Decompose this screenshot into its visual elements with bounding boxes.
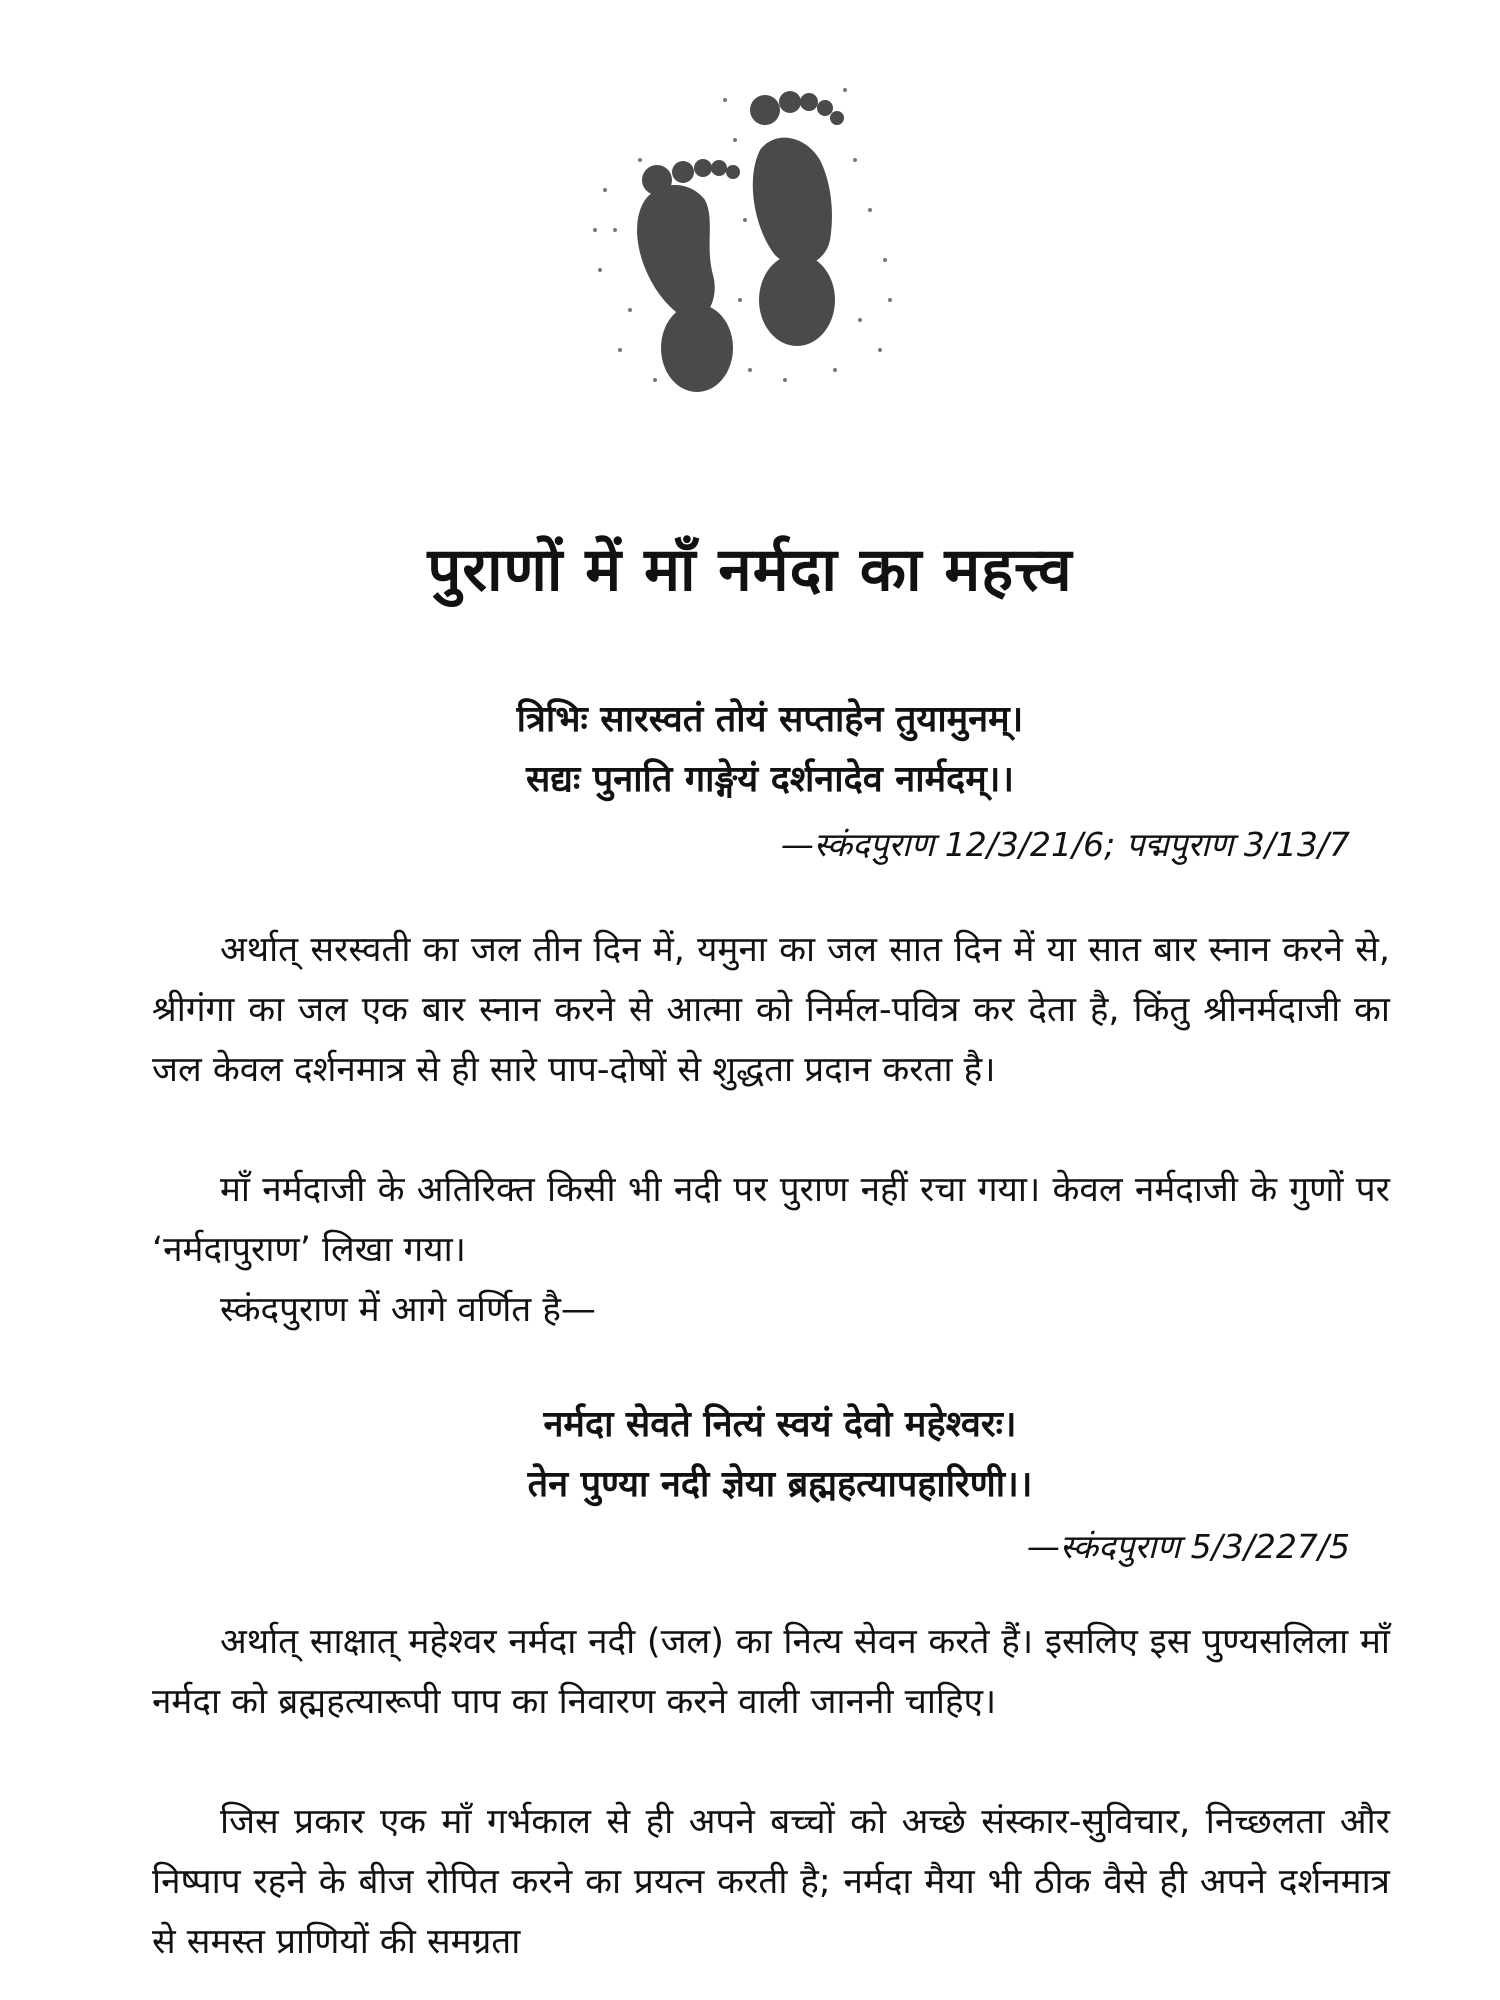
paragraph-4: अर्थात् साक्षात् महेश्वर नर्मदा नदी (जल) का नित्य सेवन करते हैं। इसलिए इस पुण्यसलिला माँ नर्मदा को ब्रह्महत्यारूपी पाप का निवारण करने वाली जाननी चाहिए। <box>152 1622 1390 1722</box>
paragraph-2: माँ नर्मदाजी के अतिरिक्त किसी भी नदी पर पुराण नहीं रचा गया। केवल नर्मदाजी के गुणों पर ‘नर्मदापुराण’ लिखा गया। <box>152 1170 1390 1270</box>
shloka-1-line-1: त्रिभिः सारस्वतं तोयं सप्ताहेन तुयामुनम्। <box>516 699 1024 740</box>
shloka-2-line-1: नर्मदा सेवते नित्यं स्वयं देवो महेश्वरः। <box>543 1404 1017 1445</box>
paragraph-1: अर्थात् सरस्वती का जल तीन दिन में, यमुना का जल सात दिन में या सात बार स्नान करने से, श्रीगंगा का जल एक बार स्नान करने से आत्मा को निर्मल-पवित्र कर देता है, किंतु श्रीनर्मदाजी का जल केवल दर्शनमात्र से ही सारे पाप-दोषों से शुद्धता प्रदान करता है। <box>152 930 1390 1090</box>
page-title: पुराणों में माँ नर्मदा का महत्त्व <box>427 535 1073 605</box>
footprints-icon <box>585 80 905 400</box>
shloka-1-source: —स्कंदपुराण 12/3/21/6; पद्मपुराण 3/13/7 <box>780 825 1350 864</box>
shloka-block-2 <box>0 1395 1500 1515</box>
shloka-1-line-2: सद्यः पुनाति गाङ्गेयं दर्शनादेव नार्मदम्।। <box>525 759 1015 800</box>
paragraph-5: जिस प्रकार एक माँ गर्भकाल से ही अपने बच्चों को अच्छे संस्कार-सुविचार, निच्छलता और निष्पाप रहने के बीज रोपित करने का प्रयत्न करती है; नर्मदा मैया भी ठीक वैसे ही अपने दर्शनमात्र से समस्त प्राणियों की समग्रता <box>152 1802 1390 1962</box>
shloka-2-line-2: तेन पुण्या नदी ज्ञेया ब्रह्महत्यापहारिणी।। <box>527 1464 1033 1505</box>
paragraph-3: स्कंदपुराण में आगे वर्णित है— <box>220 1290 596 1330</box>
shloka-block-1 <box>0 690 1500 810</box>
shloka-2-source: —स्कंदपुराण 5/3/227/5 <box>1026 1527 1350 1566</box>
